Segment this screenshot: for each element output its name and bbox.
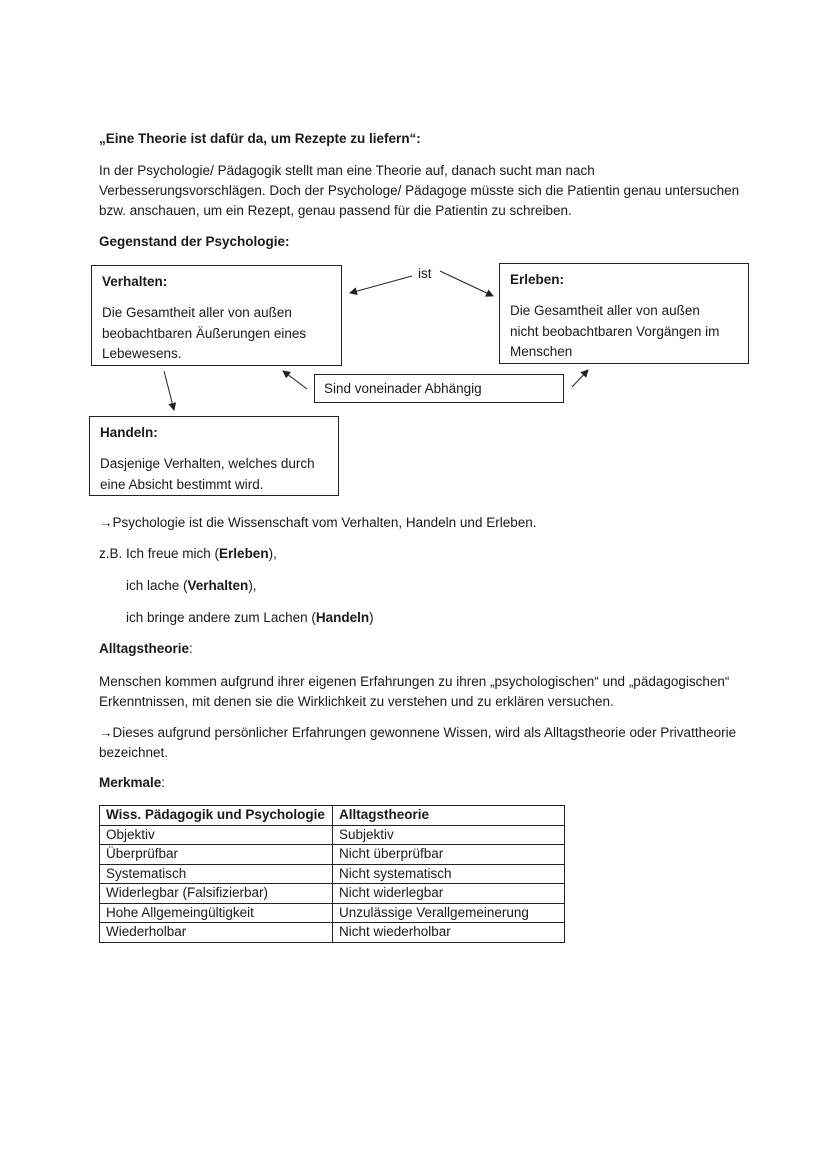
alltagstheorie-title: Alltagstheorie <box>99 641 190 656</box>
heading-colon: : <box>189 641 193 656</box>
table-header: Alltagstheorie <box>333 806 565 826</box>
verhalten-line: beobachtbaren Äußerungen eines <box>102 325 307 341</box>
alltagstheorie-conclusion <box>99 723 736 763</box>
table-cell: Objektiv <box>100 825 333 845</box>
erleben-description <box>510 301 719 363</box>
example-text: ) <box>369 610 374 625</box>
verhalten-description <box>102 303 306 365</box>
table-row <box>100 923 565 943</box>
verhalten-box <box>91 265 342 366</box>
table-cell: Hohe Allgemeingültigkeit <box>100 903 333 923</box>
verhalten-title: Verhalten: <box>102 274 168 289</box>
arrow-ist-to-verhalten <box>350 276 412 293</box>
table-row <box>100 903 565 923</box>
table-cell: Systematisch <box>100 864 333 884</box>
alltag-line: →Dieses aufgrund persönlicher Erfahrungen gewonnene Wissen, wird als Alltagstheorie oder Privattheorie <box>99 725 737 740</box>
table-cell: Widerlegbar (Falsifizierbar) <box>100 884 333 904</box>
example-line-2 <box>126 578 257 593</box>
erleben-line: nicht beobachtbaren Vorgängen im <box>510 323 720 339</box>
erleben-line: Menschen <box>510 344 573 359</box>
intro-line: bzw. anschauen, um ein Rezept, genau passend für die Patientin zu schreiben. <box>99 203 572 218</box>
example-text: ich bringe andere zum Lachen ( <box>126 610 316 625</box>
handeln-title: Handeln: <box>100 425 158 440</box>
abhaengig-box <box>314 374 564 403</box>
table-cell: Unzulässige Verallgemeinerung <box>333 903 565 923</box>
definition-text: →Psychologie ist die Wissenschaft vom Verhalten, Handeln und Erleben. <box>99 515 537 530</box>
arrow-abhaengig-to-erleben <box>572 370 588 387</box>
merkmale-title: Merkmale <box>99 775 162 790</box>
erleben-line: Die Gesamtheit aller von außen <box>510 303 700 318</box>
erleben-box <box>499 263 749 364</box>
gegenstand-heading: Gegenstand der Psychologie: <box>99 234 290 249</box>
arrow-ist-to-erleben <box>440 271 493 296</box>
table-header: Wiss. Pädagogik und Psychologie <box>100 806 333 826</box>
arrow-abhaengig-to-verhalten <box>283 371 307 389</box>
example-keyword: Verhalten <box>187 578 249 593</box>
merkmale-heading <box>99 775 165 790</box>
example-keyword: Handeln <box>315 610 370 625</box>
example-text: ), <box>248 578 257 593</box>
verhalten-line: Lebewesens. <box>102 346 182 361</box>
ist-label: ist <box>418 266 432 281</box>
table-row <box>100 845 565 865</box>
handeln-description <box>100 454 315 495</box>
abhaengig-label: Sind voneinader Abhängig <box>324 381 482 396</box>
table-cell: Nicht wiederholbar <box>333 923 565 943</box>
example-keyword: Erleben <box>219 546 269 561</box>
alltagstheorie-paragraph <box>99 672 729 712</box>
table-cell: Nicht überprüfbar <box>333 845 565 865</box>
alltag-line: bezeichnet. <box>99 745 169 760</box>
page-heading: „Eine Theorie ist dafür da, um Rezepte zu liefern“: <box>99 131 421 146</box>
handeln-line: Dasjenige Verhalten, welches durch <box>100 456 315 471</box>
intro-line: Verbesserungsvorschlägen. Doch der Psychologe/ Pädagoge müsste sich die Patientin genau untersuchen <box>99 183 740 198</box>
table-cell: Nicht widerlegbar <box>333 884 565 904</box>
example-text: z.B. Ich freue mich ( <box>99 546 220 561</box>
alltag-line: Menschen kommen aufgrund ihrer eigenen Erfahrungen zu ihren „psychologischen“ und „pädagogischen“ <box>99 674 730 689</box>
example-text: ich lache ( <box>126 578 188 593</box>
example-text: ), <box>268 546 277 561</box>
table-row <box>100 864 565 884</box>
table-cell: Nicht systematisch <box>333 864 565 884</box>
erleben-title: Erleben: <box>510 272 565 287</box>
arrow-verhalten-to-handeln <box>164 371 174 410</box>
verhalten-line: Die Gesamtheit aller von außen <box>102 305 292 320</box>
table-cell: Überprüfbar <box>100 845 333 865</box>
intro-paragraph <box>99 161 739 221</box>
alltag-line: Erkenntnissen, mit denen sie die Wirklichkeit zu verstehen und zu erklären versuchen. <box>99 694 614 709</box>
alltagstheorie-heading <box>99 641 193 656</box>
intro-line: In der Psychologie/ Pädagogik stellt man eine Theorie auf, danach sucht man nach <box>99 163 595 178</box>
table-row <box>100 884 565 904</box>
table-header-row <box>100 806 565 826</box>
table-row <box>100 825 565 845</box>
heading-colon: : <box>161 775 166 790</box>
handeln-line: eine Absicht bestimmt wird. <box>100 476 264 492</box>
table-cell: Wiederholbar <box>100 923 333 943</box>
handeln-box <box>89 416 339 496</box>
comparison-table <box>99 805 565 943</box>
example-line-1 <box>99 546 277 561</box>
table-cell: Subjektiv <box>333 825 565 845</box>
example-line-3 <box>126 610 374 625</box>
